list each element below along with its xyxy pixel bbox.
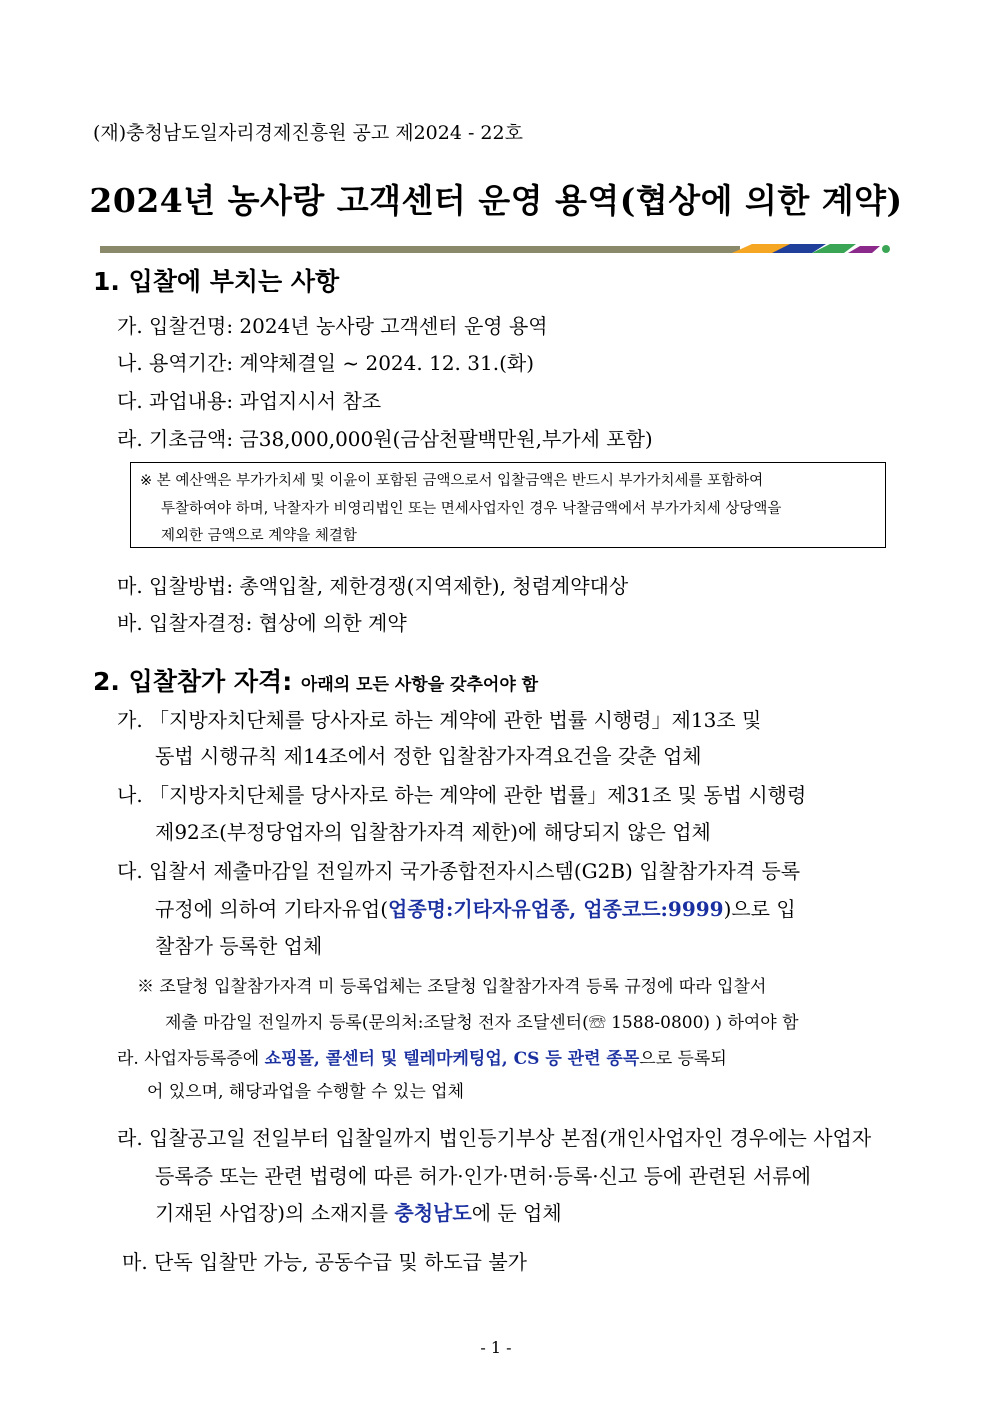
s1-item-na: 나. 용역기간: 계약체결일 ~ 2024. 12. 31.(화) <box>117 351 534 375</box>
s1-item-ra: 라. 기초금액: 금38,000,000원(금삼천팔백만원,부가세 포함) <box>117 427 653 451</box>
rule-bar <box>100 246 740 253</box>
rule-accent-purple <box>848 246 880 253</box>
budget-note-line: 제외한 금액으로 계약을 체결함 <box>161 528 357 544</box>
s2-item-ra2-line1: 라. 입찰공고일 전일부터 입찰일까지 법인등기부상 본점(개인사업자인 경우에는 사업자 <box>117 1126 872 1150</box>
s2-item-ga-line1: 가. 「지방자치단체를 당사자로 하는 계약에 관한 법률 시행령」제13조 및 <box>117 708 762 732</box>
text-segment: 으로 등록되 <box>639 1049 727 1069</box>
section2-heading <box>93 662 538 698</box>
text-segment: 에 둔 업체 <box>471 1201 562 1225</box>
budget-note-line: ※ 본 예산액은 부가가치세 및 이윤이 포함된 금액으로서 입찰금액은 반드시 부가가치세를 포함하여 <box>140 473 764 489</box>
s1-item-ma: 마. 입찰방법: 총액입찰, 제한경쟁(지역제한), 청렴계약대상 <box>117 574 629 598</box>
s2-procurement-note-line1: ※ 조달청 입찰참가자격 미 등록업체는 조달청 입찰참가자격 등록 규정에 따라 입찰서 <box>137 977 767 997</box>
section2-heading-sub: 아래의 모든 사항을 갖추어야 함 <box>300 675 539 695</box>
s2-item-ra1-line2: 어 있으며, 해당과업을 수행할 수 있는 업체 <box>147 1082 465 1102</box>
text-segment: 라. 사업자등록증에 <box>117 1049 265 1069</box>
s2-item-na-line2: 제92조(부정당업자의 입찰참가자격 제한)에 해당되지 않은 업체 <box>155 820 711 844</box>
document-title: 2024년 농사랑 고객센터 운영 용역(협상에 의한 계약) <box>89 181 903 220</box>
s1-item-ba: 바. 입찰자결정: 협상에 의한 계약 <box>117 611 407 635</box>
s2-item-na-line1: 나. 「지방자치단체를 당사자로 하는 계약에 관한 법률」제31조 및 동법 시행령 <box>117 783 807 807</box>
s1-item-da: 다. 과업내용: 과업지시서 참조 <box>117 389 382 413</box>
text-segment: )으로 입 <box>723 897 796 921</box>
highlight-business-code: 업종명:기타자유업종, 업종코드:9999 <box>388 897 724 921</box>
budget-note-line: 투찰하여야 하며, 낙찰자가 비영리법인 또는 면세사업자인 경우 낙찰금액에서 부가가치세 상당액을 <box>161 501 782 517</box>
text-segment: 기재된 사업장)의 소재지를 <box>155 1201 395 1225</box>
rule-accent-dot <box>882 245 890 253</box>
s2-item-ga-line2: 동법 시행규칙 제14조에서 정한 입찰참가자격요건을 갖춘 업체 <box>155 744 702 768</box>
s2-item-da-line3: 찰참가 등록한 업체 <box>155 934 323 958</box>
title-rule <box>100 240 892 254</box>
s2-item-ma: 마. 단독 입찰만 가능, 공동수급 및 하도급 불가 <box>122 1250 527 1274</box>
s2-item-ra2-line3 <box>155 1197 562 1226</box>
s2-item-da-line1: 다. 입찰서 제출마감일 전일까지 국가종합전자시스템(G2B) 입찰참가자격 등록 <box>117 859 801 883</box>
s2-procurement-note-line2: 제출 마감일 전일까지 등록(문의처:조달청 전자 조달센터(☏ 1588-0800) ) 하여야 함 <box>165 1013 799 1033</box>
budget-note-box <box>130 462 886 548</box>
section1-heading: 1. 입찰에 부치는 사항 <box>93 267 340 296</box>
s2-item-da-line2 <box>155 893 796 922</box>
text-segment: 규정에 의하여 기타자유업( <box>155 897 389 921</box>
page-number: - 1 - <box>480 1338 512 1357</box>
s2-item-ra2-line2: 등록증 또는 관련 법령에 따른 허가·인가·면허·등록·신고 등에 관련된 서류에 <box>155 1164 811 1188</box>
highlight-region: 충청남도 <box>394 1201 472 1225</box>
notice-number: (재)충청남도일자리경제진흥원 공고 제2024 - 22호 <box>93 122 523 144</box>
highlight-business-type: 쇼핑몰, 콜센터 및 텔레마케팅업, CS 등 관련 종목 <box>264 1049 640 1069</box>
s1-item-ga: 가. 입찰건명: 2024년 농사랑 고객센터 운영 용역 <box>117 314 548 338</box>
section2-heading-title: 2. 입찰참가 자격: <box>93 667 293 696</box>
s2-item-ra1-line1 <box>117 1044 727 1069</box>
